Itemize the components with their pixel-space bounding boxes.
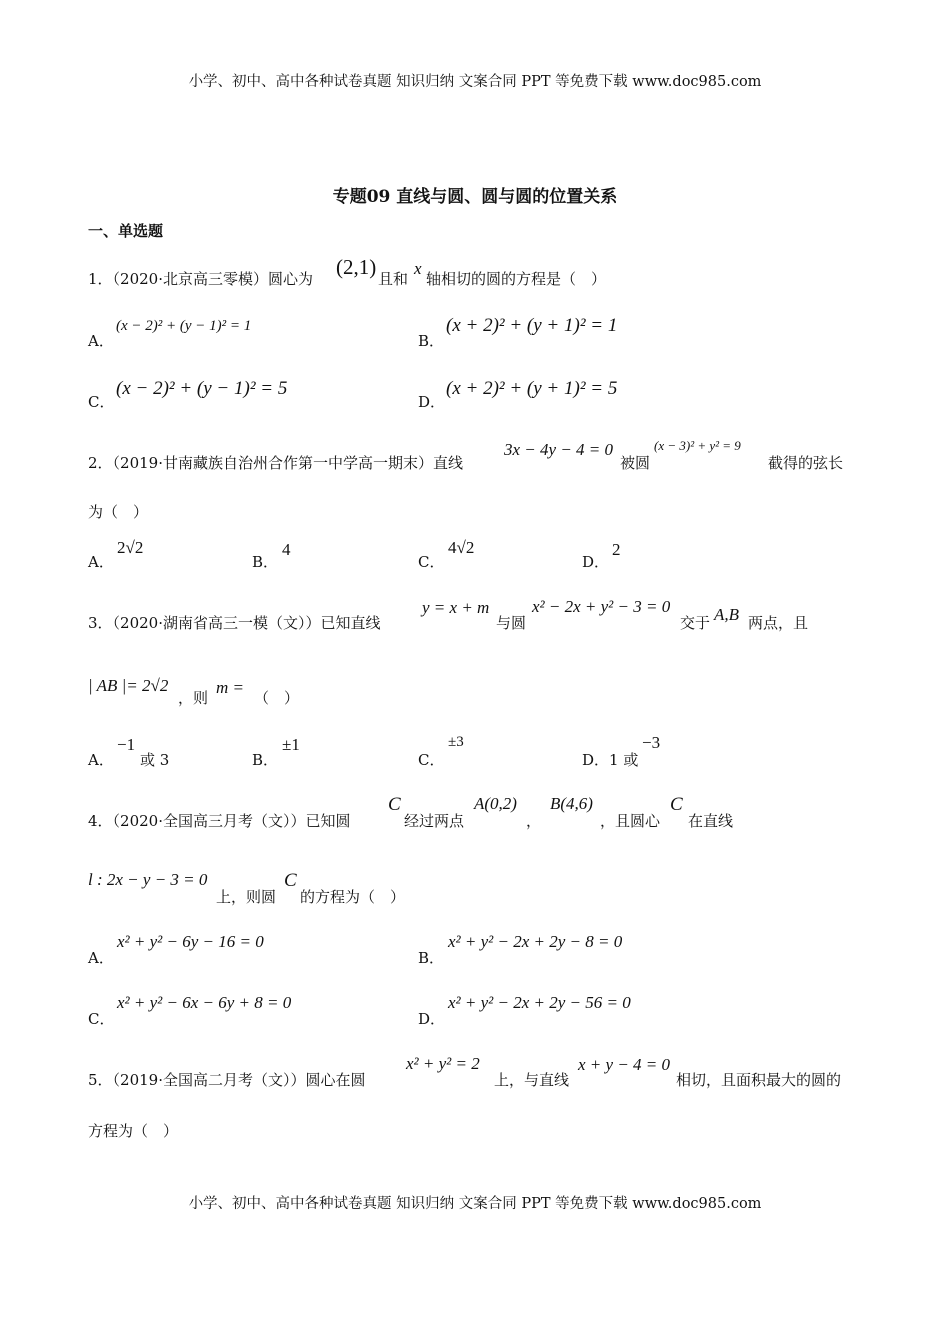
question-3-math-m: m = <box>216 678 244 697</box>
question-2-option-b-math: 4 <box>282 540 291 559</box>
question-4-option-b-math: x² + y² − 2x + 2y − 8 = 0 <box>448 932 623 951</box>
question-1-option-d-math: (x + 2)² + (y + 1)² = 5 <box>446 378 618 399</box>
question-5-stem-line2: 方程为（ ） <box>88 1122 179 1140</box>
question-4-option-c-math: x² + y² − 6x − 6y + 8 = 0 <box>117 993 292 1012</box>
page-header: 小学、初中、高中各种试卷真题 知识归纳 文案合同 PPT 等免费下载 www.doc985.com <box>188 74 762 90</box>
question-2-stem-a: 2．（2019·甘南藏族自治州合作第一中学高一期末）直线 <box>88 454 463 472</box>
question-1-math-x: x <box>414 259 422 278</box>
question-2-option-a-label: A． <box>88 553 114 571</box>
question-3-option-c-math: ±3 <box>448 734 464 750</box>
question-3-math-circle: x² − 2x + y² − 3 = 0 <box>532 597 671 616</box>
question-2-option-d-label: D． <box>582 553 610 571</box>
question-3-stem-e: ，则 <box>178 689 209 707</box>
question-4-math-c2: C <box>670 794 683 815</box>
page-footer: 小学、初中、高中各种试卷真题 知识归纳 文案合同 PPT 等免费下载 www.doc985.com <box>188 1196 762 1212</box>
question-4-stem-d: ，且圆心 <box>600 812 661 830</box>
question-2-option-d-math: 2 <box>612 540 621 559</box>
question-3-option-b-label: B． <box>252 751 279 769</box>
question-3-option-a-label: A． <box>88 751 114 769</box>
question-5-stem-c: 相切，且面积最大的圆的 <box>676 1071 842 1089</box>
question-4-math-point-b: B(4,6) <box>550 794 593 813</box>
question-4-stem-a: 4．（2020·全国高三月考（文））已知圆 <box>88 812 351 830</box>
question-4-math-line: l : 2x − y − 3 = 0 <box>88 870 208 889</box>
question-4-stem-c: ， <box>526 812 542 830</box>
question-1-stem-b: 且和 <box>378 270 409 288</box>
question-4-option-d-math: x² + y² − 2x + 2y − 56 = 0 <box>448 993 631 1012</box>
question-2-option-a-math: 2√2 <box>117 538 144 557</box>
question-4-option-c-label: C． <box>88 1010 115 1028</box>
section-heading: 一、单选题 <box>88 222 164 240</box>
question-4-math-c3: C <box>284 870 297 891</box>
question-3-option-c-label: C． <box>418 751 445 769</box>
question-2-option-c-label: C． <box>418 553 445 571</box>
question-3-stem-d: 两点，且 <box>748 614 809 632</box>
question-1-stem-a: 1．（2020·北京高三零模）圆心为 <box>88 270 313 288</box>
question-5-stem-b: 上，与直线 <box>494 1071 570 1089</box>
question-5-math-line: x + y − 4 = 0 <box>578 1055 671 1074</box>
question-4-math-point-a: A(0,2) <box>474 794 517 813</box>
question-2-option-b-label: B． <box>252 553 279 571</box>
question-3-stem-f: （ ） <box>254 689 300 707</box>
question-2-math-line: 3x − 4y − 4 = 0 <box>504 440 614 459</box>
question-4-stem-f: 上，则圆 <box>216 888 277 906</box>
question-2-math-circle: (x − 3)² + y² = 9 <box>654 438 741 453</box>
question-1-option-d-label: D． <box>418 393 446 411</box>
page-title: 专题09 直线与圆、圆与圆的位置关系 <box>332 187 618 207</box>
question-4-stem-e: 在直线 <box>688 812 734 830</box>
question-3-math-chord: | AB |= 2√2 <box>88 676 169 695</box>
question-1-option-c-label: C． <box>88 393 115 411</box>
question-1-option-a-math: (x − 2)² + (y − 1)² = 1 <box>116 318 252 334</box>
question-1-stem-c: 轴相切的圆的方程是（ ） <box>426 270 607 288</box>
question-3-option-d-math: −3 <box>642 733 661 752</box>
question-1-option-a-label: A． <box>88 332 114 350</box>
question-2-stem-b: 被圆 <box>620 454 651 472</box>
question-3-stem-b: 与圆 <box>496 614 527 632</box>
question-4-stem-b: 经过两点 <box>404 812 465 830</box>
question-3-option-d-label: D．1 或 <box>582 751 639 769</box>
question-3-math-line: y = x + m <box>422 598 490 617</box>
question-1-math-center: (2,1) <box>336 255 377 279</box>
question-5-stem-a: 5．（2019·全国高二月考（文））圆心在圆 <box>88 1071 366 1089</box>
question-4-stem-g: 的方程为（ ） <box>300 888 406 906</box>
question-2-stem-c: 截得的弦长 <box>768 454 844 472</box>
question-2-stem-line2: 为（ ） <box>88 503 149 521</box>
question-3-stem-c: 交于 <box>680 614 711 632</box>
question-4-option-a-label: A． <box>88 949 114 967</box>
question-3-math-ab: A,B <box>714 605 740 624</box>
question-3-option-b-math: ±1 <box>282 735 300 754</box>
question-1-option-c-math: (x − 2)² + (y − 1)² = 5 <box>116 378 288 399</box>
question-2-option-c-math: 4√2 <box>448 538 475 557</box>
question-3-option-a-math: −1 <box>117 735 136 754</box>
question-4-option-a-math: x² + y² − 6y − 16 = 0 <box>117 932 264 951</box>
question-3-stem-a: 3．（2020·湖南省高三一模（文））已知直线 <box>88 614 381 632</box>
question-1-option-b-math: (x + 2)² + (y + 1)² = 1 <box>446 315 618 336</box>
question-4-option-d-label: D． <box>418 1010 446 1028</box>
question-3-option-a-suffix: 或 3 <box>140 751 170 769</box>
question-4-math-c1: C <box>388 794 401 815</box>
question-4-option-b-label: B． <box>418 949 445 967</box>
question-5-math-circle: x² + y² = 2 <box>406 1054 480 1073</box>
question-1-option-b-label: B． <box>418 332 445 350</box>
